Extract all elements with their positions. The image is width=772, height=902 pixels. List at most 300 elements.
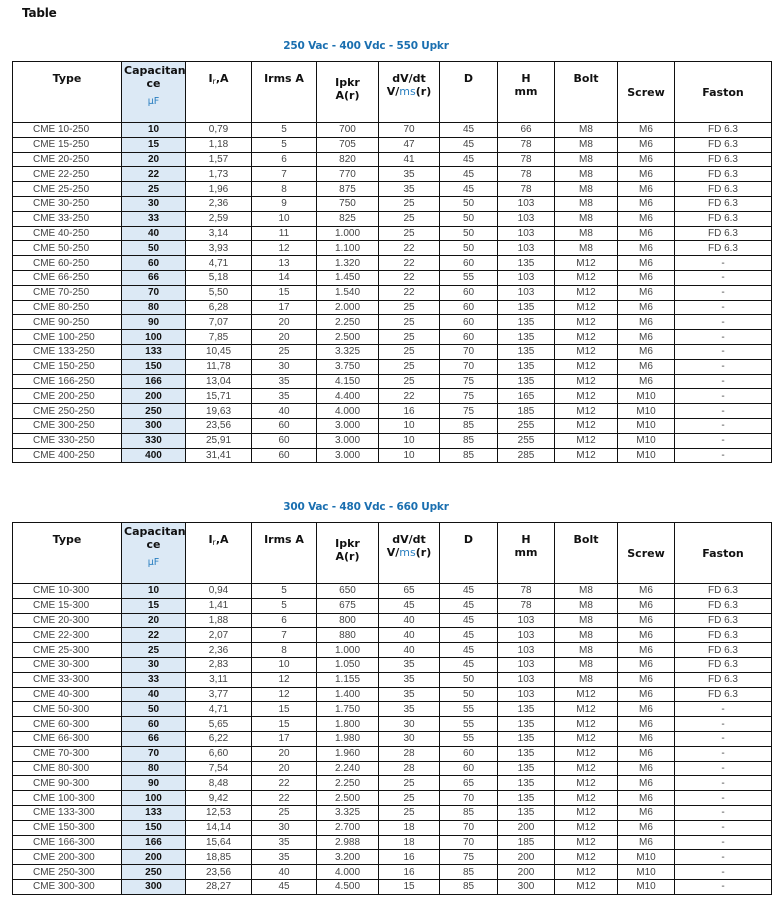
cell-screw: M6: [618, 359, 675, 374]
cell-screw: M10: [618, 433, 675, 448]
table-row: [13, 746, 772, 761]
cell-faston: -: [675, 731, 772, 746]
cell-irms: 20: [252, 315, 317, 330]
spec-table-250v: [12, 61, 772, 463]
cell-dvdt: 35: [379, 657, 440, 672]
cell-ipkr: 675: [317, 598, 379, 613]
cell-ir: 2,59: [186, 211, 252, 226]
cell-bolt: M8: [555, 196, 618, 211]
cell-ipkr: 770: [317, 167, 379, 182]
cell-d: 75: [440, 389, 498, 404]
cell-h: 165: [498, 389, 555, 404]
cell-screw: M6: [618, 717, 675, 732]
cell-bolt: M12: [555, 746, 618, 761]
cell-h: 135: [498, 344, 555, 359]
cell-ipkr: 3.325: [317, 344, 379, 359]
cell-faston: -: [675, 865, 772, 880]
cell-d: 45: [440, 182, 498, 197]
cell-bolt: M8: [555, 657, 618, 672]
cell-ipkr: 1.000: [317, 226, 379, 241]
cell-type: CME 70-300: [13, 746, 122, 761]
table-row: [13, 672, 772, 687]
cell-h: 78: [498, 152, 555, 167]
table-row: [13, 359, 772, 374]
cell-dvdt: 25: [379, 211, 440, 226]
cell-ir: 3,14: [186, 226, 252, 241]
cell-h: 103: [498, 687, 555, 702]
cell-bolt: M12: [555, 433, 618, 448]
cell-irms: 35: [252, 850, 317, 865]
cell-irms: 45: [252, 879, 317, 894]
cell-capacitance: 66: [122, 731, 186, 746]
table-row: [13, 643, 772, 658]
header-d: D: [440, 523, 498, 584]
cell-bolt: M8: [555, 643, 618, 658]
cell-screw: M10: [618, 389, 675, 404]
cell-capacitance: 20: [122, 613, 186, 628]
cell-irms: 35: [252, 835, 317, 850]
cell-dvdt: 22: [379, 256, 440, 271]
cell-bolt: M12: [555, 731, 618, 746]
cell-capacitance: 133: [122, 344, 186, 359]
cell-dvdt: 10: [379, 448, 440, 463]
cell-d: 45: [440, 167, 498, 182]
cell-type: CME 200-250: [13, 389, 122, 404]
cell-ipkr: 700: [317, 123, 379, 138]
cell-faston: FD 6.3: [675, 672, 772, 687]
cell-ipkr: 2.250: [317, 776, 379, 791]
cell-bolt: M8: [555, 211, 618, 226]
cell-dvdt: 30: [379, 717, 440, 732]
cell-dvdt: 35: [379, 167, 440, 182]
cell-type: CME 66-300: [13, 731, 122, 746]
cell-ir: 3,77: [186, 687, 252, 702]
cell-ir: 0,79: [186, 123, 252, 138]
cell-type: CME 100-250: [13, 330, 122, 345]
cell-dvdt: 22: [379, 241, 440, 256]
cell-screw: M6: [618, 344, 675, 359]
header-bolt: Bolt: [555, 523, 618, 584]
cell-ir: 19,63: [186, 404, 252, 419]
cell-ir: 3,93: [186, 241, 252, 256]
cell-irms: 25: [252, 344, 317, 359]
cell-type: CME 300-250: [13, 418, 122, 433]
cell-d: 45: [440, 643, 498, 658]
cell-screw: M6: [618, 330, 675, 345]
cell-d: 65: [440, 776, 498, 791]
cell-d: 60: [440, 285, 498, 300]
table-row: [13, 196, 772, 211]
cell-irms: 30: [252, 820, 317, 835]
cell-dvdt: 25: [379, 196, 440, 211]
cell-dvdt: 10: [379, 418, 440, 433]
cell-capacitance: 50: [122, 702, 186, 717]
cell-faston: -: [675, 820, 772, 835]
table-row: [13, 687, 772, 702]
table-row: [13, 374, 772, 389]
cell-dvdt: 30: [379, 731, 440, 746]
cell-ir: 6,22: [186, 731, 252, 746]
table-caption-300v: 300 Vac - 480 Vdc - 660 Upkr: [283, 501, 449, 513]
cell-faston: -: [675, 315, 772, 330]
table-row: [13, 123, 772, 138]
cell-capacitance: 150: [122, 820, 186, 835]
cell-type: CME 133-300: [13, 805, 122, 820]
cell-ir: 23,56: [186, 418, 252, 433]
cell-h: 103: [498, 211, 555, 226]
cell-type: CME 40-250: [13, 226, 122, 241]
cell-bolt: M12: [555, 315, 618, 330]
cell-faston: -: [675, 359, 772, 374]
table-row: [13, 628, 772, 643]
cell-dvdt: 40: [379, 628, 440, 643]
cell-irms: 20: [252, 746, 317, 761]
cell-capacitance: 66: [122, 270, 186, 285]
cell-screw: M6: [618, 687, 675, 702]
cell-type: CME 66-250: [13, 270, 122, 285]
cell-faston: -: [675, 448, 772, 463]
cell-ipkr: 1.540: [317, 285, 379, 300]
cell-d: 55: [440, 731, 498, 746]
table-row: [13, 389, 772, 404]
cell-capacitance: 90: [122, 776, 186, 791]
cell-type: CME 150-300: [13, 820, 122, 835]
cell-ipkr: 1.320: [317, 256, 379, 271]
cell-capacitance: 22: [122, 167, 186, 182]
cell-capacitance: 10: [122, 584, 186, 599]
cell-faston: -: [675, 879, 772, 894]
cell-type: CME 15-300: [13, 598, 122, 613]
cell-d: 85: [440, 865, 498, 880]
cell-bolt: M12: [555, 300, 618, 315]
cell-screw: M6: [618, 584, 675, 599]
cell-ir: 1,18: [186, 137, 252, 152]
cell-h: 300: [498, 879, 555, 894]
cell-dvdt: 25: [379, 805, 440, 820]
table-row: [13, 152, 772, 167]
cell-irms: 60: [252, 433, 317, 448]
cell-ir: 15,71: [186, 389, 252, 404]
header-current: $I_r,A$: [186, 62, 252, 123]
cell-screw: M6: [618, 731, 675, 746]
cell-ipkr: 2.000: [317, 300, 379, 315]
cell-type: CME 30-300: [13, 657, 122, 672]
cell-ipkr: 3.000: [317, 433, 379, 448]
table-row: [13, 182, 772, 197]
cell-capacitance: 300: [122, 879, 186, 894]
header-current: $I_r,A$: [186, 523, 252, 584]
cell-irms: 12: [252, 687, 317, 702]
cell-h: 135: [498, 761, 555, 776]
cell-h: 103: [498, 657, 555, 672]
table-row: [13, 241, 772, 256]
cell-capacitance: 200: [122, 850, 186, 865]
cell-type: CME 50-250: [13, 241, 122, 256]
header-type: Type: [13, 523, 122, 584]
cell-d: 55: [440, 717, 498, 732]
cell-type: CME 150-250: [13, 359, 122, 374]
cell-screw: M10: [618, 850, 675, 865]
cell-irms: 15: [252, 702, 317, 717]
cell-ipkr: 875: [317, 182, 379, 197]
cell-h: 135: [498, 256, 555, 271]
header-type: Type: [13, 62, 122, 123]
cell-dvdt: 10: [379, 433, 440, 448]
cell-type: CME 30-250: [13, 196, 122, 211]
cell-ipkr: 2.988: [317, 835, 379, 850]
table-row: [13, 330, 772, 345]
cell-h: 135: [498, 374, 555, 389]
cell-screw: M6: [618, 285, 675, 300]
cell-ir: 15,64: [186, 835, 252, 850]
spec-table-300v: [12, 522, 772, 895]
cell-dvdt: 35: [379, 672, 440, 687]
table-row: [13, 344, 772, 359]
cell-h: 103: [498, 628, 555, 643]
cell-capacitance: 133: [122, 805, 186, 820]
cell-ir: 25,91: [186, 433, 252, 448]
cell-h: 135: [498, 359, 555, 374]
cell-bolt: M12: [555, 448, 618, 463]
cell-h: 185: [498, 404, 555, 419]
cell-capacitance: 15: [122, 598, 186, 613]
cell-faston: -: [675, 270, 772, 285]
cell-irms: 60: [252, 418, 317, 433]
cell-screw: M6: [618, 226, 675, 241]
cell-screw: M6: [618, 702, 675, 717]
header-bolt: Bolt: [555, 62, 618, 123]
cell-dvdt: 16: [379, 850, 440, 865]
cell-ir: 2,83: [186, 657, 252, 672]
cell-ipkr: 820: [317, 152, 379, 167]
header-dvdt: dV/dt V/ms(r): [379, 62, 440, 123]
table-row: [13, 805, 772, 820]
cell-bolt: M8: [555, 628, 618, 643]
cell-d: 70: [440, 359, 498, 374]
cell-irms: 35: [252, 374, 317, 389]
cell-screw: M6: [618, 374, 675, 389]
cell-h: 103: [498, 196, 555, 211]
table-body-250v: [13, 123, 772, 463]
cell-type: CME 300-300: [13, 879, 122, 894]
cell-dvdt: 40: [379, 613, 440, 628]
table-row: [13, 404, 772, 419]
cell-faston: FD 6.3: [675, 613, 772, 628]
table-row: [13, 448, 772, 463]
cell-d: 50: [440, 211, 498, 226]
cell-h: 103: [498, 613, 555, 628]
cell-dvdt: 18: [379, 835, 440, 850]
cell-h: 135: [498, 776, 555, 791]
cell-irms: 10: [252, 657, 317, 672]
cell-bolt: M12: [555, 389, 618, 404]
cell-d: 50: [440, 687, 498, 702]
cell-h: 255: [498, 418, 555, 433]
cell-d: 50: [440, 241, 498, 256]
cell-faston: -: [675, 418, 772, 433]
cell-bolt: M12: [555, 879, 618, 894]
cell-d: 85: [440, 879, 498, 894]
cell-d: 45: [440, 584, 498, 599]
cell-ir: 2,36: [186, 196, 252, 211]
cell-faston: FD 6.3: [675, 628, 772, 643]
cell-h: 255: [498, 433, 555, 448]
cell-type: CME 20-300: [13, 613, 122, 628]
cell-faston: FD 6.3: [675, 182, 772, 197]
cell-h: 135: [498, 702, 555, 717]
cell-capacitance: 33: [122, 672, 186, 687]
cell-irms: 20: [252, 330, 317, 345]
cell-type: CME 60-250: [13, 256, 122, 271]
cell-type: CME 25-250: [13, 182, 122, 197]
cell-bolt: M12: [555, 776, 618, 791]
cell-faston: -: [675, 285, 772, 300]
cell-capacitance: 200: [122, 389, 186, 404]
cell-irms: 40: [252, 404, 317, 419]
cell-h: 103: [498, 643, 555, 658]
cell-type: CME 70-250: [13, 285, 122, 300]
cell-ir: 28,27: [186, 879, 252, 894]
cell-ipkr: 1.000: [317, 643, 379, 658]
cell-bolt: M12: [555, 344, 618, 359]
cell-type: CME 400-250: [13, 448, 122, 463]
cell-dvdt: 35: [379, 687, 440, 702]
cell-ir: 11,78: [186, 359, 252, 374]
cell-ir: 12,53: [186, 805, 252, 820]
cell-screw: M6: [618, 167, 675, 182]
table-row: [13, 791, 772, 806]
cell-bolt: M8: [555, 226, 618, 241]
cell-ir: 5,65: [186, 717, 252, 732]
cell-d: 45: [440, 613, 498, 628]
cell-type: CME 166-300: [13, 835, 122, 850]
table-row: [13, 300, 772, 315]
cell-irms: 10: [252, 211, 317, 226]
cell-ir: 2,07: [186, 628, 252, 643]
cell-irms: 17: [252, 300, 317, 315]
cell-ipkr: 1.960: [317, 746, 379, 761]
cell-d: 60: [440, 761, 498, 776]
cell-d: 60: [440, 330, 498, 345]
header-h: H mm: [498, 523, 555, 584]
header-irms: Irms A: [252, 62, 317, 123]
cell-capacitance: 40: [122, 687, 186, 702]
cell-bolt: M12: [555, 270, 618, 285]
cell-dvdt: 25: [379, 344, 440, 359]
cell-h: 103: [498, 672, 555, 687]
cell-screw: M6: [618, 598, 675, 613]
cell-d: 85: [440, 433, 498, 448]
cell-d: 85: [440, 418, 498, 433]
cell-bolt: M12: [555, 285, 618, 300]
cell-bolt: M8: [555, 672, 618, 687]
cell-ipkr: 1.750: [317, 702, 379, 717]
cell-irms: 5: [252, 123, 317, 138]
cell-irms: 25: [252, 805, 317, 820]
table-row: [13, 433, 772, 448]
cell-capacitance: 80: [122, 761, 186, 776]
cell-bolt: M8: [555, 167, 618, 182]
cell-capacitance: 250: [122, 404, 186, 419]
cell-h: 103: [498, 241, 555, 256]
cell-h: 103: [498, 226, 555, 241]
cell-d: 70: [440, 344, 498, 359]
header-screw: Screw: [618, 523, 675, 584]
cell-d: 50: [440, 226, 498, 241]
cell-type: CME 10-300: [13, 584, 122, 599]
table-row: [13, 167, 772, 182]
cell-screw: M6: [618, 776, 675, 791]
table-row: [13, 584, 772, 599]
cell-bolt: M12: [555, 404, 618, 419]
cell-type: CME 200-300: [13, 850, 122, 865]
cell-screw: M10: [618, 404, 675, 419]
cell-capacitance: 22: [122, 628, 186, 643]
cell-faston: -: [675, 433, 772, 448]
cell-h: 135: [498, 717, 555, 732]
cell-dvdt: 25: [379, 330, 440, 345]
cell-d: 85: [440, 805, 498, 820]
cell-ir: 18,85: [186, 850, 252, 865]
cell-ir: 6,28: [186, 300, 252, 315]
cell-screw: M10: [618, 448, 675, 463]
cell-faston: -: [675, 805, 772, 820]
cell-h: 135: [498, 300, 555, 315]
cell-faston: -: [675, 761, 772, 776]
cell-bolt: M8: [555, 123, 618, 138]
cell-type: CME 20-250: [13, 152, 122, 167]
cell-bolt: M8: [555, 137, 618, 152]
table-row: [13, 285, 772, 300]
cell-faston: FD 6.3: [675, 657, 772, 672]
table-row: [13, 731, 772, 746]
cell-type: CME 250-250: [13, 404, 122, 419]
cell-h: 103: [498, 270, 555, 285]
cell-type: CME 330-250: [13, 433, 122, 448]
cell-faston: -: [675, 404, 772, 419]
header-capacitance: Capacitan ce µF: [122, 523, 186, 584]
cell-d: 85: [440, 448, 498, 463]
cell-type: CME 33-250: [13, 211, 122, 226]
cell-ipkr: 2.250: [317, 315, 379, 330]
cell-irms: 14: [252, 270, 317, 285]
cell-capacitance: 166: [122, 374, 186, 389]
cell-d: 50: [440, 672, 498, 687]
table-row: [13, 598, 772, 613]
cell-ipkr: 3.200: [317, 850, 379, 865]
cell-irms: 30: [252, 359, 317, 374]
cell-capacitance: 150: [122, 359, 186, 374]
cell-faston: -: [675, 256, 772, 271]
cell-bolt: M12: [555, 835, 618, 850]
cell-type: CME 166-250: [13, 374, 122, 389]
table-row: [13, 137, 772, 152]
cell-h: 135: [498, 746, 555, 761]
cell-d: 45: [440, 137, 498, 152]
header-d: D: [440, 62, 498, 123]
cell-screw: M6: [618, 241, 675, 256]
cell-ipkr: 3.325: [317, 805, 379, 820]
cell-d: 45: [440, 598, 498, 613]
cell-ir: 6,60: [186, 746, 252, 761]
header-irms: Irms A: [252, 523, 317, 584]
cell-h: 200: [498, 865, 555, 880]
cell-type: CME 250-300: [13, 865, 122, 880]
cell-bolt: M8: [555, 182, 618, 197]
cell-type: CME 100-300: [13, 791, 122, 806]
cell-ipkr: 880: [317, 628, 379, 643]
cell-ipkr: 4.500: [317, 879, 379, 894]
